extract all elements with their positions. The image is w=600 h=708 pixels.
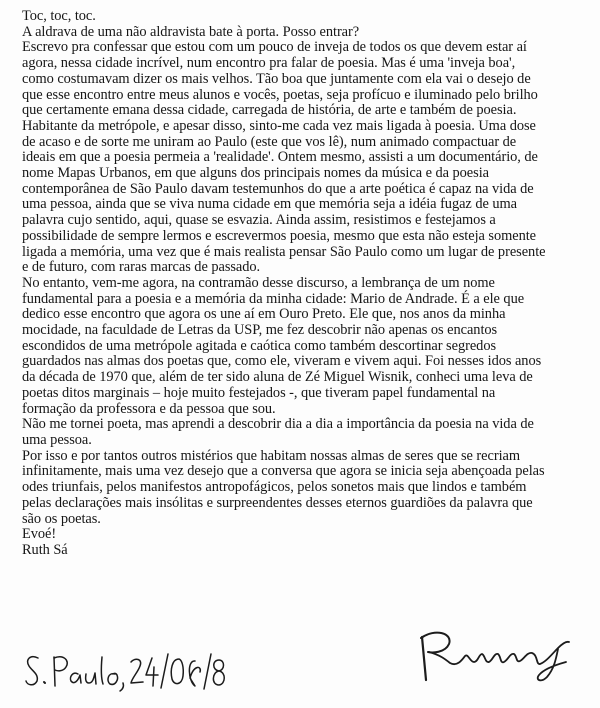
letter-line: Por isso e por tantos outros mistérios que habitam nossas almas de seres que se recriam bbox=[22, 447, 521, 464]
letter-line: mocidade, na faculdade de Letras da USP, me fez descobrir não apenas os encantos bbox=[22, 322, 498, 339]
letter-line: formação da professora e da pessoa que sou. bbox=[22, 400, 276, 417]
letter-line: fundamental para a poesia e a memória da minha cidade: Mario de Andrade. É a ele que bbox=[22, 290, 525, 307]
letter-line: ideais em que a poesia permeia a 'realidade'. Ontem mesmo, assisti a um documentário, de bbox=[22, 149, 538, 166]
letter-line: pelas declarações mais insólitas e surpreendentes desses eternos guardiões da palavra que bbox=[22, 494, 533, 511]
letter-line: Não me tornei poeta, mas aprendi a descobrir dia a dia a importância da poesia na vida de bbox=[22, 416, 534, 433]
letter-line: palavra cujo sentido, aqui, quase se esvazia. Ainda assim, resistimos e festejamos a bbox=[22, 212, 496, 229]
letter-line: escondidos de uma metrópole agitada e caótica como também descortinar segredos bbox=[22, 337, 497, 354]
letter-line: No entanto, vem-me agora, na contramão desse discurso, a lembrança de um nome bbox=[22, 274, 495, 291]
letter-line: agora, nessa cidade incrível, num encontro pra falar de poesia. Mas é uma 'inveja boa', bbox=[22, 55, 516, 72]
letter-line: ligada a memória, uma vez que é mais realista pensar São Paulo como um lugar de presente bbox=[22, 243, 546, 260]
letter-line: odes triunfais, pelos manifestos antropofágicos, pelos sonetos mais que lindos e também bbox=[22, 479, 527, 496]
letter-line: A aldrava de uma não aldravista bate à porta. Posso entrar? bbox=[22, 23, 360, 40]
letter-line: uma pessoa, ainda que se viva numa cidade em que memória seja a idéia fugaz de uma bbox=[22, 196, 517, 213]
letter-line: guardados nas almas dos poetas que, como ele, viveram e vivem aqui. Foi nesses idos anos bbox=[22, 353, 542, 370]
letter-greeting: Toc, toc, toc. bbox=[22, 8, 96, 24]
handwritten-signature bbox=[410, 622, 590, 688]
letter-line: contemporânea de São Paulo davam testemunhos do que a arte poética é capaz na vida de bbox=[22, 180, 534, 197]
letter-line: uma pessoa. bbox=[22, 431, 92, 448]
letter-line: dedico esse encontro que agora os une aí em Ouro Preto. Ele que, nos anos da minha bbox=[22, 306, 506, 323]
handwritten-place-date bbox=[22, 648, 232, 694]
letter-line: como costumavam dizer os mais velhos. Tão boa que juntamente com ela vai o desejo de bbox=[22, 70, 531, 87]
letter-line: poetas ditos marginais – hoje muito festejados -, que tiveram papel fundamental na bbox=[22, 384, 496, 401]
letter-body bbox=[22, 9, 582, 559]
letter-line: infinitamente, mais uma vez desejo que a conversa que agora se inicia seja abençoada pelas bbox=[22, 463, 545, 480]
letter-line: Habitante da metrópole, e apesar disso, sinto-me cada vez mais ligada à poesia. Uma dose bbox=[22, 117, 536, 134]
letter-line: Escrevo pra confessar que estou com um pouco de inveja de todos os que devem estar aí bbox=[22, 39, 527, 56]
letter-line: da década de 1970 que, além de ter sido aluna de Zé Miguel Wisnik, conheci uma leva de bbox=[22, 369, 533, 386]
letter-author-name: Ruth Sá bbox=[22, 541, 68, 558]
letter-line: que esse encontro entre meus alunos e vocês, poetas, seja profícuo e iluminado pelo brilho bbox=[22, 86, 538, 103]
letter-line: possibilidade de sempre lermos e escrevermos poesia, mesmo que esta não esteja somente bbox=[22, 227, 537, 244]
letter-line: são os poetas. bbox=[22, 510, 101, 527]
letter-line: nome Mapas Urbanos, em que alguns dos principais nomes da música e da poesia bbox=[22, 165, 489, 182]
letter-line: que certamente emana dessa cidade, carregada de história, de arte e também de poesia. bbox=[22, 102, 517, 119]
letter-closing: Evoé! bbox=[22, 526, 57, 543]
letter-line: de acaso e de sorte me uniram ao Paulo (este que vos lê), num animado compactuar de bbox=[22, 133, 517, 150]
letter-line: e de futuro, com raras marcas de passado. bbox=[22, 259, 261, 276]
